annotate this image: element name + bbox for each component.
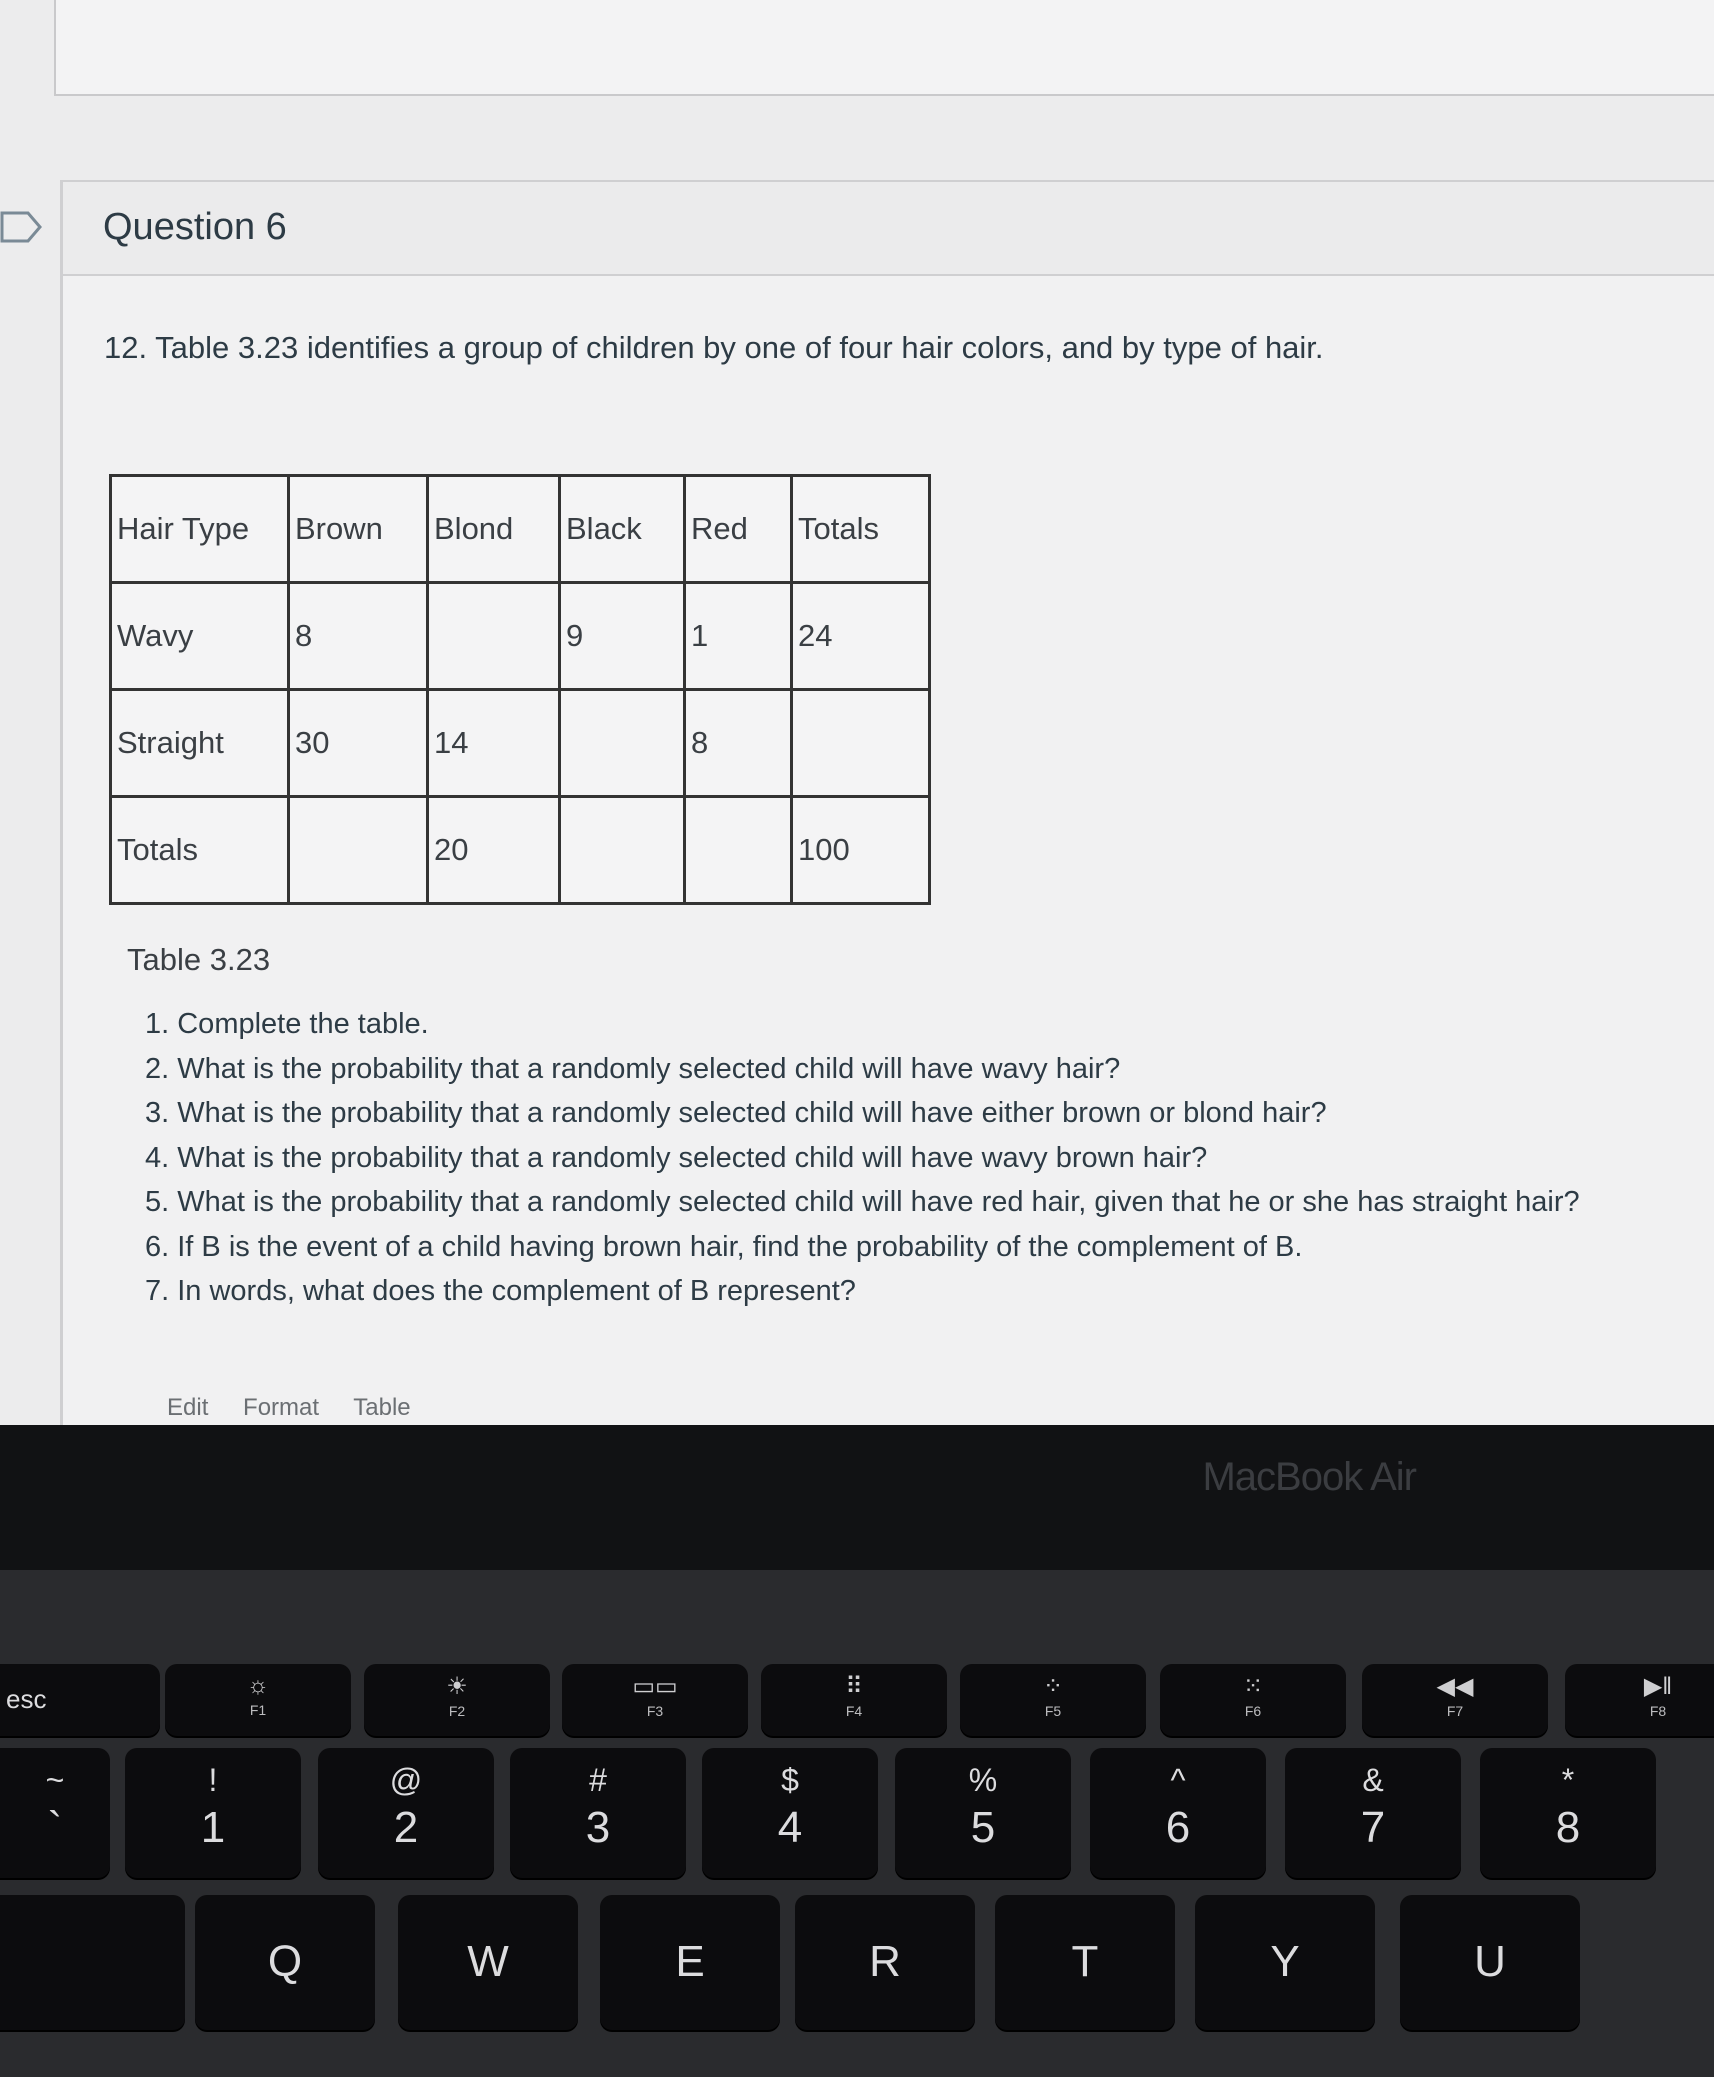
rewind-icon: ◀◀: [1436, 1673, 1474, 1700]
row-label: Totals: [111, 797, 289, 904]
brand-label: MacBook Air: [1202, 1455, 1416, 1499]
letter-key: [195, 1895, 375, 2030]
key-number: 3: [585, 1803, 611, 1852]
function-key: [761, 1664, 947, 1736]
laptop-bezel: [0, 1425, 1714, 1570]
number-key: [510, 1748, 686, 1878]
key-number: 4: [777, 1803, 803, 1852]
table-row: [111, 583, 930, 690]
number-key: [125, 1748, 301, 1878]
key-label: F6: [1244, 1703, 1262, 1719]
table-cell: 24: [792, 583, 930, 690]
flag-question-icon[interactable]: [0, 210, 44, 244]
header-cell: Brown: [289, 476, 428, 583]
key-number: 7: [1360, 1803, 1386, 1852]
number-key: [1480, 1748, 1656, 1878]
key-number: 2: [393, 1803, 419, 1852]
menu-format[interactable]: Format: [243, 1394, 320, 1421]
menu-edit[interactable]: Edit: [167, 1394, 209, 1421]
table-header-row: [111, 476, 930, 583]
tilde-key: [0, 1748, 110, 1878]
key-symbol: *: [1561, 1762, 1575, 1798]
key-letter: E: [675, 1937, 705, 1986]
question-prompt: 12. Table 3.23 identifies a group of children by one of four hair colors, and by type of hair.: [104, 330, 1324, 365]
key-letter: R: [869, 1937, 901, 1986]
key-letter: Q: [267, 1937, 303, 1986]
table-cell: [792, 690, 930, 797]
question-header: [63, 182, 1714, 276]
key-label: F5: [1044, 1703, 1062, 1719]
editor-menubar: [167, 1394, 439, 1422]
key-symbol: %: [968, 1762, 998, 1798]
key-letter: Y: [1270, 1937, 1300, 1986]
menu-table[interactable]: Table: [353, 1394, 411, 1421]
key-letter: T: [1071, 1937, 1099, 1986]
key-number: 6: [1165, 1803, 1191, 1852]
sub-question-list: [145, 1002, 1580, 1314]
function-key: [165, 1664, 351, 1736]
keyboard: [0, 1570, 1714, 2077]
key-label: F4: [845, 1703, 863, 1719]
key-label: F7: [1446, 1703, 1464, 1719]
table-caption: Table 3.23: [127, 942, 271, 977]
keyboard-light-down-icon: ⁘: [1042, 1673, 1064, 1700]
row-label: Straight: [111, 690, 289, 797]
table-cell: 9: [560, 583, 685, 690]
function-key: [1565, 1664, 1714, 1736]
list-item: 1. Complete the table.: [145, 1008, 429, 1040]
number-key: [895, 1748, 1071, 1878]
brightness-down-icon: ☼: [247, 1672, 269, 1699]
key-number: 8: [1555, 1803, 1581, 1852]
number-key: [702, 1748, 878, 1878]
question-title: Question 6: [103, 206, 287, 248]
number-key: [1090, 1748, 1266, 1878]
key-label: F1: [249, 1702, 267, 1718]
key-label: F8: [1649, 1703, 1667, 1719]
table-cell: 30: [289, 690, 428, 797]
list-item: 2. What is the probability that a randomly selected child will have wavy hair?: [145, 1052, 1121, 1085]
function-key: [364, 1664, 550, 1736]
table-row: [111, 797, 930, 904]
list-item: 3. What is the probability that a randomly selected child will have either brown or blond hair?: [145, 1097, 1327, 1129]
function-key: [960, 1664, 1146, 1736]
list-item: 7. In words, what does the complement of B represent?: [145, 1275, 856, 1307]
key-letter: U: [1474, 1937, 1506, 1986]
list-item: 5. What is the probability that a randomly selected child will have red hair, given that he or she has straight hair?: [145, 1186, 1580, 1218]
table-cell: 100: [792, 797, 930, 904]
key-number: `: [47, 1803, 63, 1852]
function-key: [1362, 1664, 1548, 1736]
table-cell: 8: [685, 690, 792, 797]
key-label: F2: [448, 1703, 466, 1719]
play-pause-icon: ▶ǁ: [1643, 1673, 1673, 1700]
letter-key: [600, 1895, 780, 2030]
previous-question-card: [54, 0, 1714, 96]
header-cell: Totals: [792, 476, 930, 583]
number-key: [318, 1748, 494, 1878]
key-symbol: ^: [1170, 1762, 1186, 1798]
keyboard-light-up-icon: ⁙: [1242, 1673, 1264, 1700]
list-item: 4. What is the probability that a randomly selected child will have wavy brown hair?: [145, 1141, 1208, 1174]
table-cell: 14: [428, 690, 560, 797]
function-key: [1160, 1664, 1346, 1736]
header-cell: Black: [560, 476, 685, 583]
letter-key: [398, 1895, 578, 2030]
hair-table: [109, 474, 931, 905]
key-symbol: #: [589, 1762, 607, 1798]
key-letter: W: [467, 1937, 509, 1986]
key-symbol: &: [1362, 1762, 1384, 1798]
function-key: [562, 1664, 748, 1736]
table-cell: [428, 583, 560, 690]
launchpad-icon: ⠿: [845, 1673, 863, 1700]
letter-key: [1400, 1895, 1580, 2030]
table-cell: [560, 797, 685, 904]
header-cell: Hair Type: [111, 476, 289, 583]
row-label: Wavy: [111, 583, 289, 690]
key-label: F3: [646, 1703, 664, 1719]
letter-key: [1195, 1895, 1375, 2030]
table-row: [111, 690, 930, 797]
key-symbol: ~: [45, 1762, 65, 1798]
esc-key: [0, 1664, 160, 1736]
letter-key: [995, 1895, 1175, 2030]
letter-key: [795, 1895, 975, 2030]
key-symbol: $: [781, 1762, 799, 1798]
mission-control-icon: ▭▭: [632, 1673, 678, 1700]
key-symbol: @: [389, 1762, 423, 1798]
brightness-up-icon: ☀: [446, 1673, 468, 1700]
key-symbol: !: [208, 1762, 218, 1798]
key-number: 1: [200, 1803, 226, 1852]
question-card: [60, 180, 1714, 1425]
esc-label: esc: [6, 1684, 47, 1714]
header-cell: Blond: [428, 476, 560, 583]
header-cell: Red: [685, 476, 792, 583]
table-cell: 8: [289, 583, 428, 690]
table-cell: [560, 690, 685, 797]
table-cell: [289, 797, 428, 904]
table-cell: 20: [428, 797, 560, 904]
table-cell: [685, 797, 792, 904]
list-item: 6. If B is the event of a child having brown hair, find the probability of the complement of B.: [145, 1230, 1303, 1263]
key-number: 5: [970, 1803, 996, 1852]
number-key: [1285, 1748, 1461, 1878]
table-cell: 1: [685, 583, 792, 690]
tab-key: [0, 1895, 185, 2030]
